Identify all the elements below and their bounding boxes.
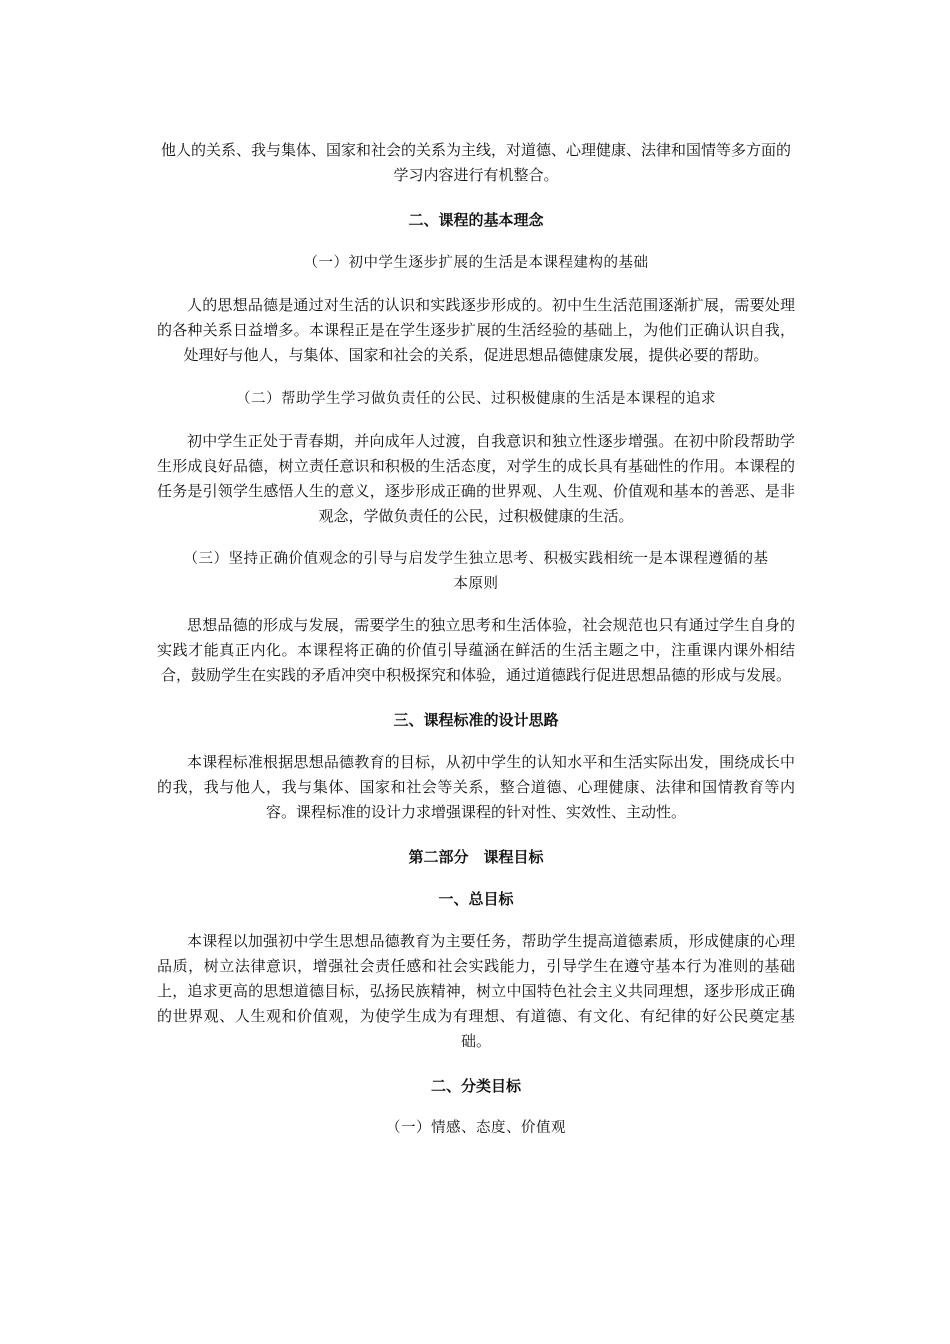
section-heading-basic-ideas: 二、课程的基本理念 [408,211,544,229]
subheading-emotion-attitude-values: （一）情感、态度、价值观 [386,1120,566,1136]
subheading-2: （二）帮助学生学习做负责任的公民、过积极健康的生活是本课程的追求 [236,391,716,407]
subheading-1: （一）初中学生逐步扩展的生活是本课程建构的基础 [303,255,649,271]
paragraph-5: 本课程以加强初中学生思想品德教育为主要任务，帮助学生提高道德素质，形成健康的心理品质，树立法律意识，增强社会责任感和社会实践能力，引导学生在遵守基本行为准则的基础上，追求更高的思想道德目标，弘扬民族精神，树立中国特色社会主义共同理想，逐步形成正确的世界观、人生观和价值观，为使学生成为有理想、有道德、有文化、有纪律的好公民奠定基础。 [157,932,795,1050]
paragraph-4: 本课程标准根据思想品德教育的目标，从初中学生的认知水平和生活实际出发，围绕成长中的我，我与他人，我与集体、国家和社会等关系，整合道德、心理健康、法律和国情教育等内容。课程标准的设计力求增强课程的针对性、实效性、主动性。 [157,753,795,821]
subheading-3: （三）坚持正确价值观念的引导与启发学生独立思考、积极实践相统一是本课程遵循的基本原则 [183,551,769,592]
part-heading-course-goals: 第二部分 课程目标 [408,848,544,866]
paragraph-2: 初中学生正处于青春期，并向成年人过渡，自我意识和独立性逐步增强。在初中阶段帮助学生形成良好品德，树立责任意识和积极的生活态度，对学生的成长具有基础性的作用。本课程的任务是引领学生感悟人生的意义，逐步形成正确的世界观、人生观、价值观和基本的善恶、是非观念，学做负责任的公民，过积极健康的生活。 [157,432,795,525]
section-heading-overall-goal: 一、总目标 [438,890,514,908]
paragraph-1: 人的思想品德是通过对生活的认识和实践逐步形成的。初中生生活范围逐渐扩展，需要处理的各种关系日益增多。本课程正是在学生逐步扩展的生活经验的基础上，为他们正确认识自我，处理好与他人，与集体、国家和社会的关系，促进思想品德健康发展，提供必要的帮助。 [157,296,795,364]
section-heading-category-goals: 二、分类目标 [430,1077,521,1095]
section-heading-design-ideas: 三、课程标准的设计思路 [393,711,559,729]
intro-paragraph: 他人的关系、我与集体、国家和社会的关系为主线，对道德、心理健康、法律和国情等多方面的学习内容进行有机整合。 [160,141,791,184]
paragraph-3: 思想品德的形成与发展，需要学生的独立思考和生活体验，社会规范也只有通过学生自身的实践才能真正内化。本课程将正确的价值引导蕴涵在鲜活的生活主题之中，注重课内课外相结合，鼓励学生在实践的矛盾冲突中积极探究和体验，通过道德践行促进思想品德的形成与发展。 [157,616,795,684]
document-page [157,138,795,1141]
